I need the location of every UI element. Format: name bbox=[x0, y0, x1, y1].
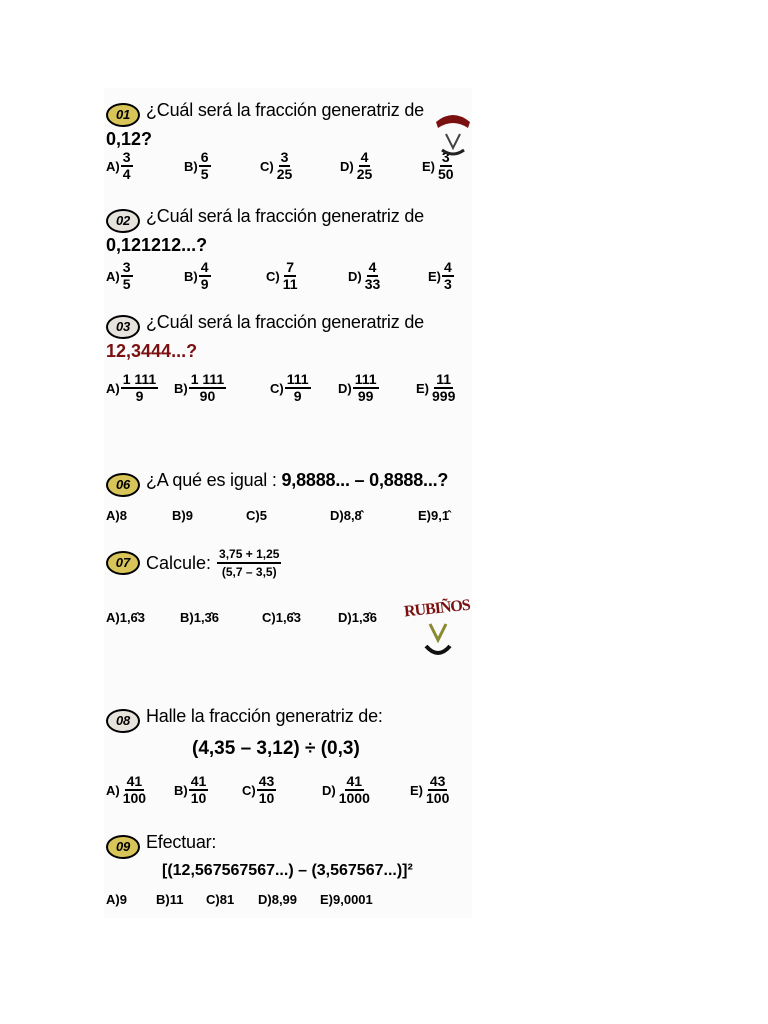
fraction-denominator: 4 bbox=[122, 166, 131, 182]
answer-option bbox=[242, 774, 322, 806]
fraction-numerator: 3 bbox=[122, 259, 131, 275]
answer-fraction bbox=[353, 372, 379, 404]
fraction-numerator: 4 bbox=[368, 259, 377, 275]
answer-option bbox=[410, 774, 472, 806]
fraction-denominator: 10 bbox=[258, 790, 275, 806]
question-06 bbox=[106, 468, 472, 523]
answer-fraction bbox=[199, 260, 211, 292]
fraction-denominator: 9 bbox=[200, 276, 209, 292]
answer-option-label: B) bbox=[174, 380, 188, 396]
answer-option bbox=[106, 260, 184, 292]
answer-option: E)9,1̂ bbox=[418, 508, 450, 523]
question-03-text: ¿Cuál será la fracción generatriz de bbox=[146, 312, 424, 332]
fraction-numerator: 41 bbox=[346, 773, 363, 789]
answer-option-label: D) bbox=[348, 268, 362, 284]
fraction-numerator: 111 bbox=[286, 371, 309, 387]
fraction-numerator: 4 bbox=[444, 259, 452, 275]
answer-option bbox=[338, 372, 416, 404]
question-08-text: Halle la fracción generatriz de: bbox=[146, 706, 383, 726]
question-07-fraction bbox=[217, 546, 281, 580]
answer-fraction bbox=[430, 372, 457, 404]
answer-option-label: E) bbox=[422, 158, 435, 174]
question-08-badge: 08 bbox=[106, 709, 140, 733]
fraction-denominator: 10 bbox=[190, 790, 207, 806]
answer-option: C)81 bbox=[206, 892, 235, 907]
fraction-denominator: 5 bbox=[122, 276, 131, 292]
answer-option bbox=[270, 372, 338, 404]
question-01-value: 0,12? bbox=[106, 129, 153, 149]
answer-option bbox=[174, 774, 242, 806]
fraction-denominator: 90 bbox=[199, 388, 216, 404]
fraction-denominator: 9 bbox=[293, 388, 302, 404]
question-01-options bbox=[106, 150, 474, 182]
answer-option: B)1,3̂6 bbox=[180, 610, 220, 625]
fraction-numerator: 41 bbox=[126, 773, 143, 789]
answer-option bbox=[106, 774, 174, 806]
fraction-numerator: 1 111 bbox=[122, 371, 157, 387]
question-03-line bbox=[106, 310, 472, 339]
question-08-line bbox=[106, 704, 472, 733]
answer-option bbox=[260, 150, 340, 182]
answer-option-label: A) bbox=[106, 158, 120, 174]
answer-option-label: A) bbox=[106, 782, 120, 798]
fraction-denominator: 999 bbox=[432, 388, 456, 404]
fraction-denominator: 11 bbox=[282, 276, 298, 292]
answer-option: B)11 bbox=[156, 892, 184, 907]
question-09 bbox=[106, 830, 472, 859]
rubinos-logo-mark bbox=[404, 618, 472, 664]
answer-option: B)9 bbox=[172, 508, 193, 523]
answer-fraction bbox=[121, 260, 133, 292]
answer-fraction bbox=[121, 372, 159, 404]
question-01-text: ¿Cuál será la fracción generatriz de bbox=[146, 100, 424, 120]
question-09-text: Efectuar: bbox=[146, 832, 217, 852]
rubinos-logo-text: RUBIÑOS bbox=[403, 596, 471, 621]
question-06-line bbox=[106, 468, 472, 497]
question-07-text: Calcule: bbox=[146, 552, 212, 573]
question-06-expression: 9,8888... – 0,8888...? bbox=[281, 470, 449, 490]
question-09-line bbox=[106, 830, 472, 859]
answer-option: C)1,6̂3 bbox=[262, 610, 302, 625]
question-02 bbox=[106, 204, 472, 292]
fraction-numerator: 3 bbox=[280, 149, 289, 165]
answer-option: C)5 bbox=[246, 508, 267, 523]
answer-option-label: C) bbox=[242, 782, 256, 798]
fraction-denominator: 25 bbox=[276, 166, 293, 182]
question-06-options bbox=[106, 508, 472, 523]
answer-option-label: B) bbox=[174, 782, 188, 798]
fraction-numerator: 3 bbox=[122, 149, 131, 165]
question-09-options bbox=[106, 892, 390, 907]
answer-option-label: B) bbox=[184, 158, 198, 174]
question-02-options bbox=[106, 260, 472, 292]
answer-option: A)9 bbox=[106, 892, 127, 907]
answer-option bbox=[322, 774, 410, 806]
answer-option bbox=[184, 260, 266, 292]
answer-option-label: E) bbox=[428, 268, 441, 284]
fraction-denominator: 100 bbox=[426, 790, 450, 806]
fraction-numerator: 43 bbox=[258, 773, 275, 789]
fraction-numerator: 4 bbox=[360, 149, 369, 165]
question-07-numerator: 3,75 + 1,25 bbox=[217, 546, 281, 564]
answer-option-label: C) bbox=[266, 268, 280, 284]
fraction-denominator: 25 bbox=[356, 166, 373, 182]
answer-option bbox=[428, 260, 472, 292]
answer-option-label: B) bbox=[184, 268, 198, 284]
question-07-badge: 07 bbox=[106, 551, 140, 575]
rubinos-logo bbox=[403, 596, 472, 670]
answer-fraction bbox=[189, 372, 227, 404]
fraction-denominator: 1000 bbox=[338, 790, 370, 806]
question-06-text: ¿A qué es igual : bbox=[146, 470, 277, 490]
question-09-badge: 09 bbox=[106, 835, 140, 859]
answer-fraction bbox=[442, 260, 454, 292]
fraction-denominator: 33 bbox=[364, 276, 381, 292]
question-03 bbox=[106, 310, 472, 404]
fraction-denominator: 50 bbox=[438, 166, 454, 182]
fraction-numerator: 6 bbox=[200, 149, 209, 165]
answer-option-label: E) bbox=[416, 380, 429, 396]
question-01 bbox=[106, 98, 472, 182]
fraction-denominator: 99 bbox=[357, 388, 374, 404]
answer-option: E)9,0001 bbox=[320, 892, 373, 907]
answer-fraction bbox=[189, 774, 209, 806]
question-07-denominator: (5,7 – 3,5) bbox=[221, 565, 277, 579]
question-01-badge: 01 bbox=[106, 103, 140, 127]
question-08-options bbox=[106, 774, 472, 806]
answer-option bbox=[106, 372, 174, 404]
answer-option bbox=[184, 150, 260, 182]
question-03-value: 12,3444...? bbox=[106, 341, 198, 361]
question-08 bbox=[106, 704, 472, 733]
answer-option-label: A) bbox=[106, 268, 120, 284]
fraction-denominator: 3 bbox=[444, 276, 452, 292]
answer-option: D)1,3̂6 bbox=[338, 610, 378, 625]
question-06-badge: 06 bbox=[106, 473, 140, 497]
answer-option bbox=[266, 260, 348, 292]
answer-fraction bbox=[257, 774, 277, 806]
answer-fraction bbox=[424, 774, 451, 806]
answer-option bbox=[348, 260, 428, 292]
answer-option-label: D) bbox=[338, 380, 352, 396]
fraction-numerator: 7 bbox=[286, 259, 295, 275]
fraction-denominator: 9 bbox=[135, 388, 144, 404]
fraction-denominator: 100 bbox=[122, 790, 147, 806]
answer-fraction bbox=[281, 260, 300, 292]
fraction-numerator: 11 bbox=[436, 371, 452, 387]
question-02-value: 0,121212...? bbox=[106, 235, 208, 255]
question-07-options bbox=[106, 610, 408, 625]
answer-option-label: D) bbox=[340, 158, 354, 174]
question-02-line bbox=[106, 204, 472, 233]
fraction-numerator: 41 bbox=[190, 773, 207, 789]
fraction-numerator: 3 bbox=[441, 149, 450, 165]
answer-option-label: C) bbox=[260, 158, 274, 174]
question-03-badge: 03 bbox=[106, 315, 140, 339]
fraction-numerator: 4 bbox=[200, 259, 209, 275]
fraction-numerator: 1 111 bbox=[190, 371, 225, 387]
question-02-text: ¿Cuál será la fracción generatriz de bbox=[146, 206, 424, 226]
answer-fraction bbox=[337, 774, 372, 806]
answer-fraction bbox=[121, 150, 133, 182]
question-09-expression: [(12,567567567...) – (3,567567...)]² bbox=[162, 862, 413, 879]
answer-option bbox=[340, 150, 422, 182]
answer-option-label: A) bbox=[106, 380, 120, 396]
question-02-badge: 02 bbox=[106, 209, 140, 233]
fraction-numerator: 43 bbox=[429, 773, 446, 789]
answer-option-label: C) bbox=[270, 380, 284, 396]
question-01-line bbox=[106, 98, 472, 127]
answer-fraction bbox=[355, 150, 375, 182]
question-03-options bbox=[106, 372, 472, 404]
answer-fraction bbox=[363, 260, 383, 292]
rubinos-logo-small bbox=[432, 108, 474, 158]
answer-option: D)8,8̂ bbox=[330, 508, 362, 523]
answer-fraction bbox=[199, 150, 211, 182]
answer-fraction bbox=[285, 372, 311, 404]
answer-option bbox=[174, 372, 270, 404]
answer-option-label: E) bbox=[410, 782, 423, 798]
answer-fraction bbox=[121, 774, 148, 806]
answer-option: D)8,99 bbox=[258, 892, 298, 907]
answer-option bbox=[106, 150, 184, 182]
question-08-expression: (4,35 – 3,12) ÷ (0,3) bbox=[192, 738, 360, 759]
answer-fraction bbox=[275, 150, 295, 182]
answer-option: A)8 bbox=[106, 508, 127, 523]
question-07-line bbox=[106, 546, 472, 580]
answer-option-label: D) bbox=[322, 782, 336, 798]
answer-option: A)1,6̂3 bbox=[106, 610, 146, 625]
fraction-denominator: 5 bbox=[200, 166, 209, 182]
answer-option bbox=[416, 372, 472, 404]
fraction-numerator: 111 bbox=[354, 371, 377, 387]
